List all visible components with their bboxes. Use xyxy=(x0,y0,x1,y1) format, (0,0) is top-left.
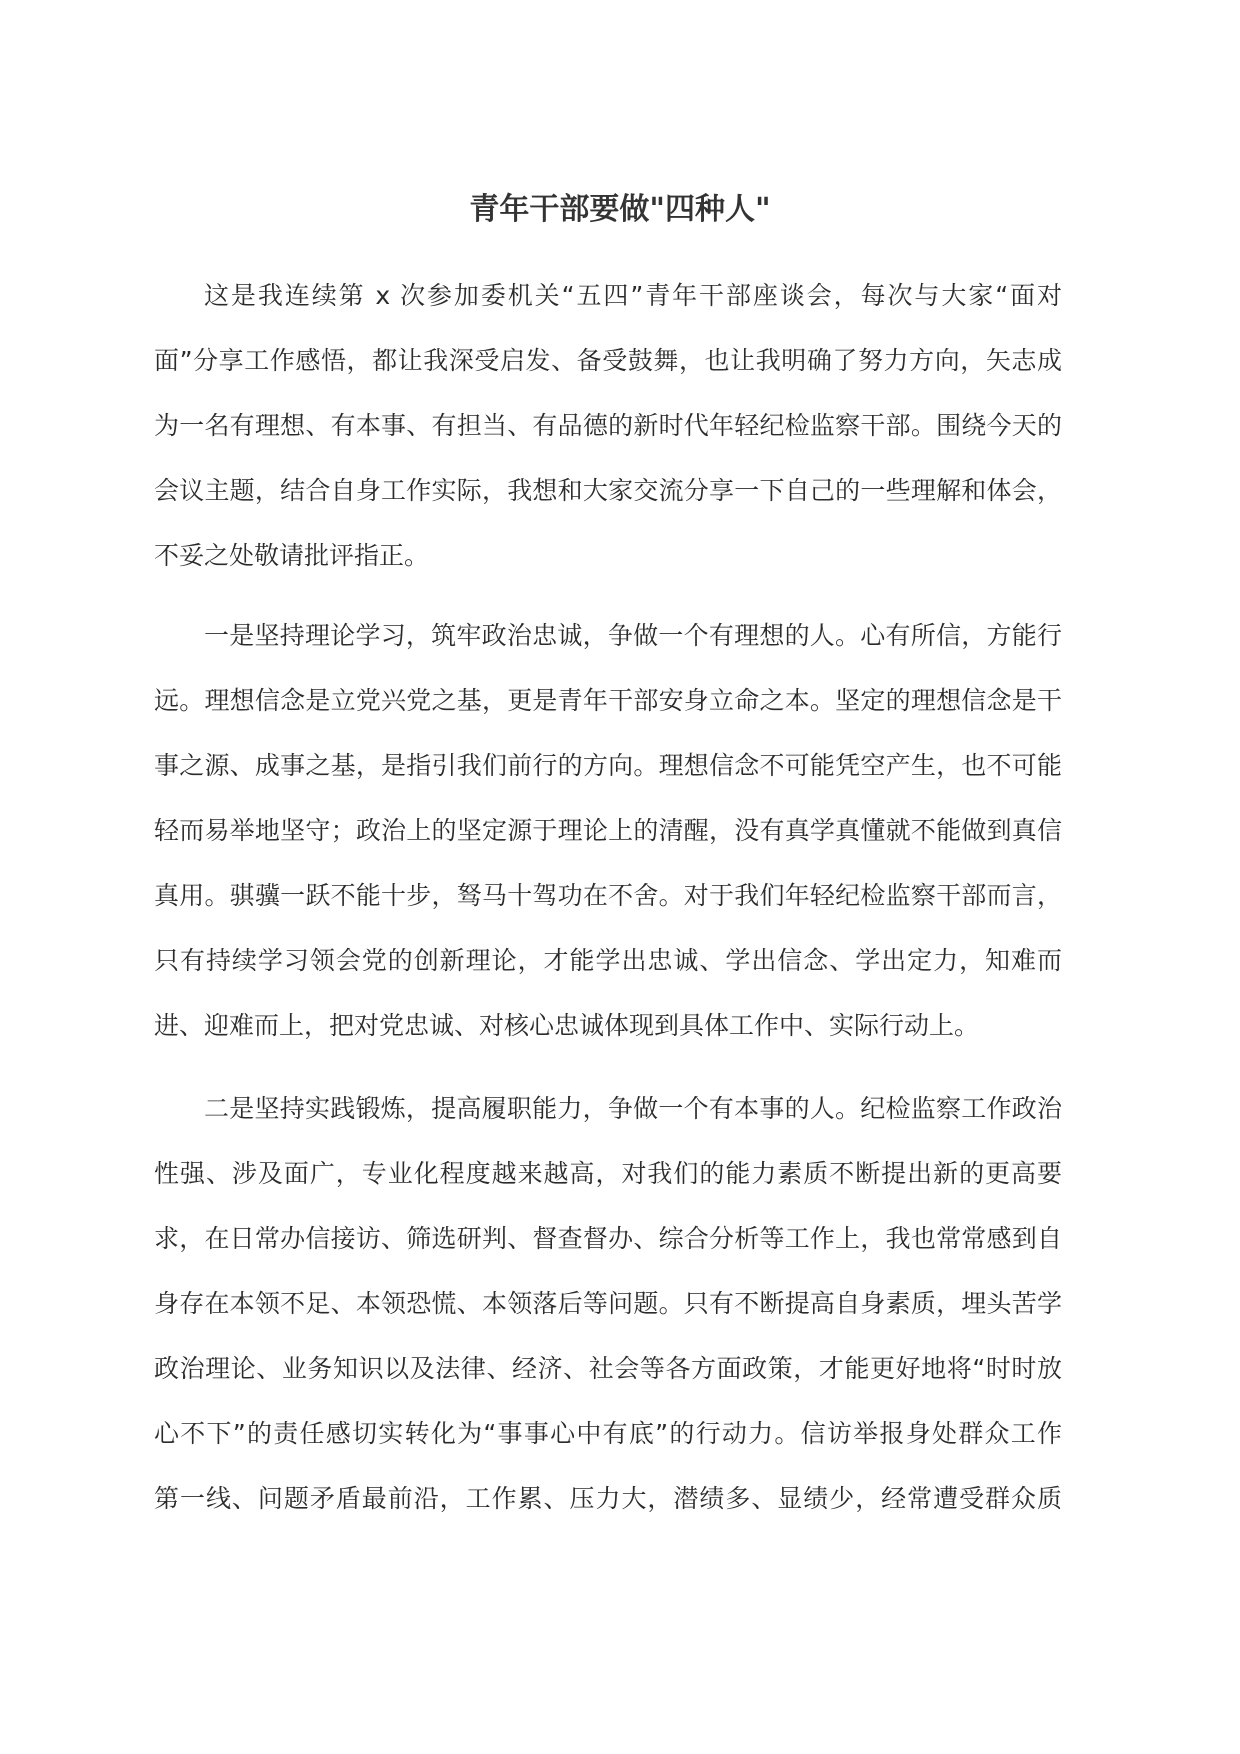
text-line: 第一线、问题矛盾最前沿，工作累、压力大，潜绩多、显绩少，经常遭受群众质 xyxy=(154,1484,1062,1513)
text-line: 会议主题，结合自身工作实际，我想和大家交流分享一下自己的一些理解和体会， xyxy=(154,476,1062,505)
text-line: 身存在本领不足、本领恐慌、本领落后等问题。只有不断提高自身素质，埋头苦学 xyxy=(154,1289,1062,1318)
text-line: 轻而易举地坚守；政治上的坚定源于理论上的清醒，没有真学真懂就不能做到真信 xyxy=(154,816,1062,845)
paragraph-point-one xyxy=(154,603,1062,1058)
text-line: 求，在日常办信接访、筛选研判、督查督办、综合分析等工作上，我也常常感到自 xyxy=(154,1224,1062,1253)
text-line: 一是坚持理论学习，筑牢政治忠诚，争做一个有理想的人。心有所信，方能行 xyxy=(204,621,1062,650)
text-line: 真用。骐骥一跃不能十步，驽马十驾功在不舍。对于我们年轻纪检监察干部而言， xyxy=(154,881,1062,910)
text-line: 二是坚持实践锻炼，提高履职能力，争做一个有本事的人。纪检监察工作政治 xyxy=(204,1094,1062,1123)
text-line: 面”分享工作感悟，都让我深受启发、备受鼓舞，也让我明确了努力方向，矢志成 xyxy=(154,346,1062,375)
text-line: 事之源、成事之基，是指引我们前行的方向。理想信念不可能凭空产生，也不可能 xyxy=(154,751,1062,780)
paragraph-intro xyxy=(154,263,1062,588)
text-line: 这是我连续第 x 次参加委机关“五四”青年干部座谈会，每次与大家“面对 xyxy=(204,281,1062,310)
text-line: 进、迎难而上，把对党忠诚、对核心忠诚体现到具体工作中、实际行动上。 xyxy=(154,1011,980,1040)
text-line: 心不下”的责任感切实转化为“事事心中有底”的行动力。信访举报身处群众工作 xyxy=(154,1419,1062,1448)
text-line: 不妥之处敬请批评指正。 xyxy=(154,541,430,570)
text-line: 远。理想信念是立党兴党之基，更是青年干部安身立命之本。坚定的理想信念是干 xyxy=(154,686,1062,715)
text-line: 政治理论、业务知识以及法律、经济、社会等各方面政策，才能更好地将“时时放 xyxy=(154,1354,1062,1383)
document-title: 青年干部要做"四种人" xyxy=(469,192,771,227)
text-line: 性强、涉及面广，专业化程度越来越高，对我们的能力素质不断提出新的更高要 xyxy=(154,1159,1062,1188)
paragraph-point-two xyxy=(154,1076,1062,1531)
text-line: 为一名有理想、有本事、有担当、有品德的新时代年轻纪检监察干部。围绕今天的 xyxy=(154,411,1062,440)
text-line: 只有持续学习领会党的创新理论，才能学出忠诚、学出信念、学出定力，知难而 xyxy=(154,946,1062,975)
